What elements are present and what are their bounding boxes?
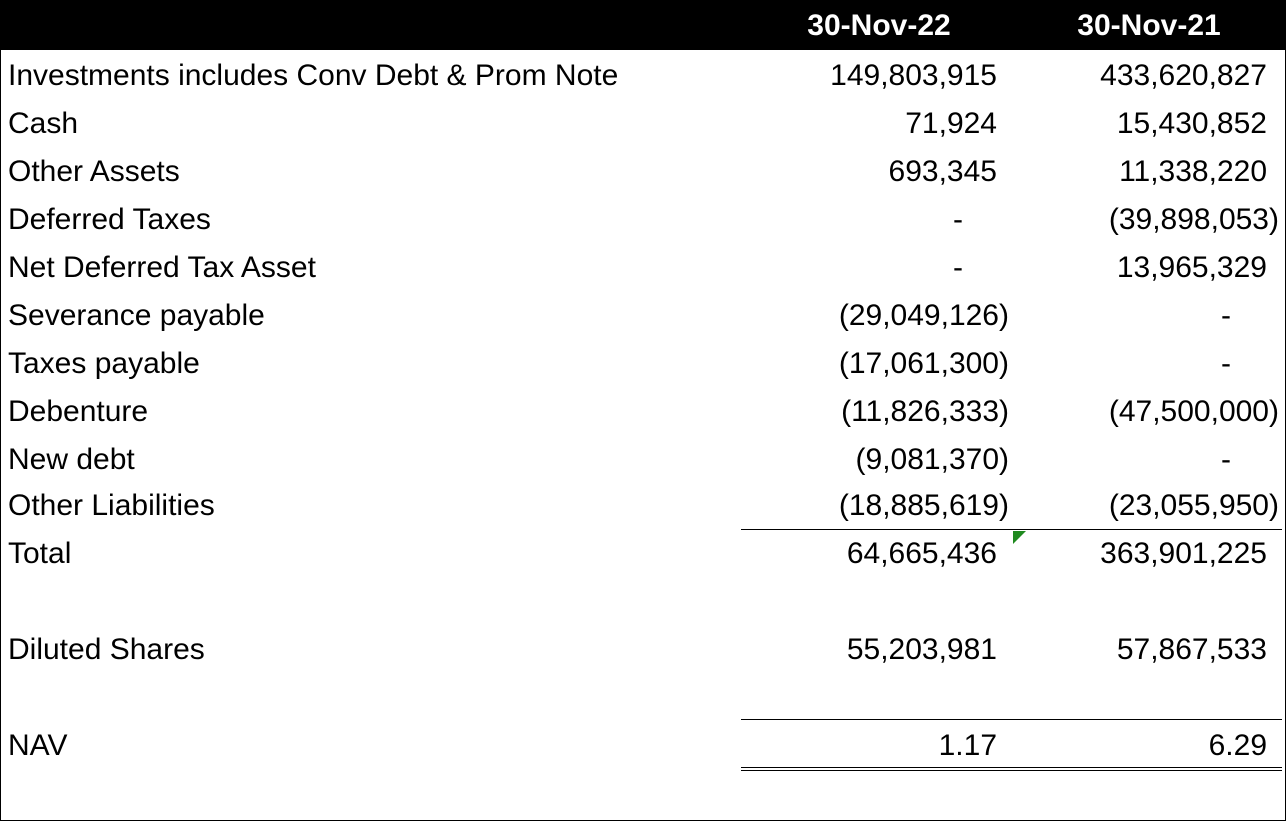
cell-value-2022[interactable]: (11,826,333): [841, 395, 1009, 428]
nav-row[interactable]: [1, 722, 1285, 770]
row-label: Severance payable: [8, 299, 265, 332]
total-value-2021[interactable]: 363,901,225: [1100, 537, 1267, 570]
cell-value-2021[interactable]: 13,965,329: [1116, 251, 1267, 284]
cell-value-2022[interactable]: 149,803,915: [830, 59, 997, 92]
total-value-2022[interactable]: 64,665,436: [846, 537, 997, 570]
diluted-shares-label: Diluted Shares: [8, 633, 205, 666]
row-label: Taxes payable: [8, 347, 200, 380]
cell-value-2021[interactable]: 15,430,852: [1116, 107, 1267, 140]
cell-value-2022[interactable]: -: [953, 251, 963, 284]
cell-value-2021[interactable]: -: [1221, 299, 1231, 332]
nav-double-rule-bottom: [741, 770, 1282, 771]
nav-top-rule: [741, 719, 1282, 720]
cell-value-2022[interactable]: 71,924: [905, 107, 997, 140]
cell-value-2021[interactable]: 11,338,220: [1119, 155, 1267, 188]
diluted-shares-row[interactable]: [1, 626, 1285, 674]
cell-value-2022[interactable]: 693,345: [888, 155, 997, 188]
nav-value-2022[interactable]: 1.17: [938, 729, 997, 762]
row-label: Investments includes Conv Debt & Prom Note: [8, 59, 619, 92]
table-row[interactable]: [1, 244, 1285, 292]
nav-label: NAV: [8, 729, 68, 762]
row-label: Cash: [8, 107, 79, 140]
total-row[interactable]: [1, 530, 1285, 578]
diluted-shares-2022[interactable]: 55,203,981: [846, 633, 997, 666]
nav-value-2021[interactable]: 6.29: [1208, 729, 1267, 762]
table-row[interactable]: [1, 388, 1285, 436]
table-row[interactable]: [1, 52, 1285, 100]
row-label: Debenture: [8, 395, 149, 428]
cell-value-2021[interactable]: (47,500,000): [1108, 395, 1279, 428]
cell-value-2022[interactable]: -: [953, 203, 963, 236]
cell-value-2022[interactable]: (29,049,126): [838, 299, 1009, 332]
cell-value-2022[interactable]: (9,081,370): [855, 443, 1009, 476]
table-row[interactable]: [1, 148, 1285, 196]
cell-value-2021[interactable]: (39,898,053): [1108, 203, 1279, 236]
cell-value-2021[interactable]: (23,055,950): [1108, 489, 1279, 522]
row-label: Net Deferred Tax Asset: [8, 251, 316, 284]
nav-double-rule-top: [741, 767, 1282, 768]
table-row[interactable]: [1, 482, 1285, 530]
table-row[interactable]: [1, 292, 1285, 340]
cell-value-2022[interactable]: (18,885,619): [838, 489, 1009, 522]
row-label: Deferred Taxes: [8, 203, 211, 236]
cell-value-2021[interactable]: 433,620,827: [1100, 59, 1267, 92]
total-label: Total: [8, 537, 72, 570]
table-row[interactable]: [1, 100, 1285, 148]
row-label: Other Assets: [8, 155, 180, 188]
column-header-30-nov-21[interactable]: 30-Nov-21: [1077, 9, 1221, 42]
cell-value-2021[interactable]: -: [1221, 443, 1231, 476]
column-header-30-nov-22[interactable]: 30-Nov-22: [807, 9, 951, 42]
cell-value-2021[interactable]: -: [1221, 347, 1231, 380]
header-bar: [1, 1, 1285, 50]
table-row[interactable]: [1, 340, 1285, 388]
row-label: Other Liabilities: [8, 489, 215, 522]
table-row[interactable]: [1, 196, 1285, 244]
diluted-shares-2021[interactable]: 57,867,533: [1116, 633, 1267, 666]
row-label: New debt: [8, 443, 135, 476]
table-row[interactable]: [1, 436, 1285, 484]
cell-value-2022[interactable]: (17,061,300): [838, 347, 1009, 380]
